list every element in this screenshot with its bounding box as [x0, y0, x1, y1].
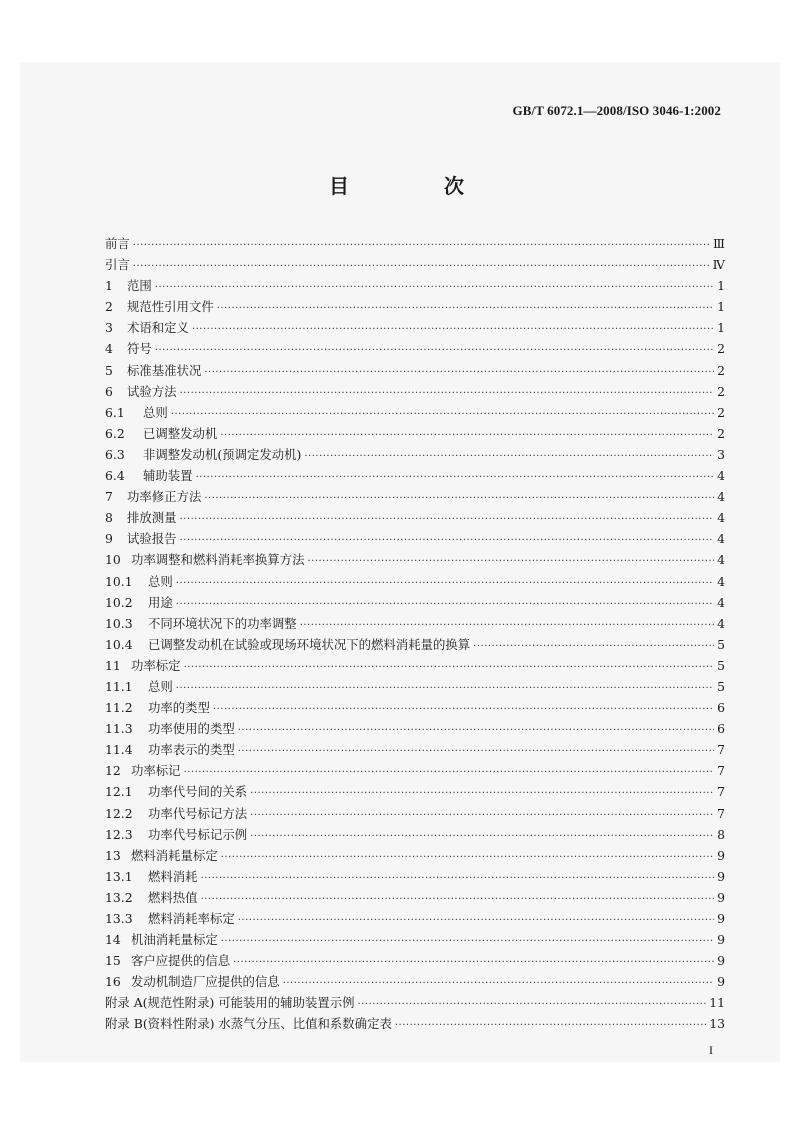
toc-entry[interactable]: [105, 275, 725, 296]
toc-entry-page: 4: [717, 531, 725, 547]
toc-entry-number: 10.1: [105, 573, 133, 589]
toc-entry-number: 11.2: [105, 700, 133, 716]
toc-entry[interactable]: [105, 613, 725, 634]
toc-entry-title: 功率使用的类型: [148, 721, 235, 737]
toc-dot-leader: [217, 298, 714, 319]
toc-entry-number: 7: [105, 489, 113, 505]
toc-entry-number: 9: [105, 531, 113, 547]
toc-entry[interactable]: [105, 908, 725, 929]
toc-entry[interactable]: [105, 402, 725, 423]
toc-entry[interactable]: [105, 423, 725, 444]
toc-entry-title: 功率标记: [131, 763, 181, 779]
toc-entry[interactable]: [105, 507, 725, 528]
toc-entry-title: 排放测量: [127, 510, 177, 526]
toc-entry-number: 4: [105, 341, 113, 357]
toc-entry-title: 试验方法: [127, 383, 177, 399]
toc-entry-title: 燃料消耗量标定: [131, 847, 218, 863]
toc-dot-leader: [192, 319, 714, 340]
toc-entry-number: 10.2: [105, 594, 133, 610]
toc-entry-page: 1: [717, 278, 725, 294]
toc-entry-title: 发动机制造厂应提供的信息: [131, 974, 280, 990]
toc-entry-page: 4: [717, 489, 725, 505]
toc-entry[interactable]: [105, 549, 725, 570]
toc-dot-leader: [220, 425, 714, 446]
toc-entry-page: Ⅳ: [712, 257, 725, 273]
toc-entry-page: 11: [709, 995, 725, 1011]
toc-entry-number: 12: [105, 763, 121, 779]
toc-entry-title: 总则: [148, 678, 173, 694]
toc-entry-page: 2: [717, 425, 725, 441]
toc-dot-leader: [196, 467, 714, 488]
toc-entry-number: 6.4: [105, 468, 125, 484]
toc-entry-title: 附录 B(资料性附录) 水蒸气分压、比值和系数确定表: [105, 1016, 392, 1032]
toc-dot-leader: [250, 826, 714, 847]
toc-entry[interactable]: [105, 317, 725, 338]
toc-dot-leader: [180, 530, 714, 551]
toc-dot-leader: [184, 657, 714, 678]
toc-entry-title: 已调整发动机在试验或现场环境状况下的燃料消耗量的换算: [148, 636, 471, 652]
toc-entry[interactable]: [105, 381, 725, 402]
toc-entry-title: 功率修正方法: [127, 489, 202, 505]
toc-entry-number: 13: [105, 847, 121, 863]
toc-entry[interactable]: [105, 655, 725, 676]
toc-entry[interactable]: [105, 950, 725, 971]
toc-entry-page: 9: [717, 847, 725, 863]
toc-entry-page: 3: [717, 446, 725, 462]
toc-entry-title: 符号: [127, 341, 152, 357]
toc-entry-title: 已调整发动机: [143, 425, 218, 441]
toc-entry-title: 引言: [105, 257, 130, 273]
toc-entry[interactable]: [105, 1013, 725, 1034]
toc-entry-title: 试验报告: [127, 531, 177, 547]
table-of-contents: [105, 233, 725, 1035]
toc-dot-leader: [250, 783, 714, 804]
toc-entry-page: 9: [717, 868, 725, 884]
toc-entry-page: 4: [717, 468, 725, 484]
toc-entry-title: 术语和定义: [127, 320, 189, 336]
toc-entry-number: 6: [105, 383, 113, 399]
toc-entry[interactable]: [105, 486, 725, 507]
toc-dot-leader: [304, 446, 714, 467]
toc-entry-title: 总则: [143, 404, 168, 420]
toc-entry-page: 8: [717, 826, 725, 842]
toc-dot-leader: [213, 699, 714, 720]
toc-entry-page: 1: [717, 320, 725, 336]
toc-entry-number: 12.1: [105, 784, 133, 800]
toc-entry-page: 4: [717, 594, 725, 610]
toc-entry-title: 总则: [148, 573, 173, 589]
toc-dot-leader: [473, 636, 714, 657]
toc-entry-title: 功率表示的类型: [148, 742, 235, 758]
toc-entry-title: 燃料热值: [148, 889, 198, 905]
toc-dot-leader: [221, 931, 714, 952]
toc-dot-leader: [238, 720, 714, 741]
toc-title: 目 次: [329, 174, 508, 198]
toc-entry[interactable]: [105, 739, 725, 760]
toc-entry[interactable]: [105, 444, 725, 465]
toc-dot-leader: [176, 573, 714, 594]
toc-entry[interactable]: [105, 845, 725, 866]
toc-entry[interactable]: [105, 528, 725, 549]
toc-entry-title: 燃料消耗率标定: [148, 911, 235, 926]
toc-entry-title: 功率的类型: [148, 700, 210, 716]
toc-entry-page: 1: [717, 299, 725, 315]
toc-entry-page: 9: [717, 932, 725, 948]
toc-dot-leader: [133, 235, 710, 256]
toc-entry[interactable]: [105, 634, 725, 655]
toc-entry-title: 范围: [127, 278, 152, 294]
toc-dot-leader: [307, 551, 714, 572]
toc-entry-title: 用途: [148, 594, 173, 610]
toc-entry-page: 4: [717, 552, 725, 568]
toc-entry-page: 7: [717, 742, 725, 758]
toc-dot-leader: [155, 277, 714, 298]
toc-entry[interactable]: [105, 971, 725, 992]
toc-entry[interactable]: [105, 676, 725, 697]
toc-entry-page: 9: [717, 974, 725, 990]
toc-entry-number: 13.3: [105, 911, 133, 926]
toc-entry-number: 10: [105, 552, 121, 568]
toc-entry[interactable]: [105, 571, 725, 592]
toc-entry[interactable]: [105, 338, 725, 359]
toc-entry-title: 非调整发动机(预调定发动机): [143, 446, 302, 462]
toc-entry-title: 前言: [105, 236, 130, 251]
toc-dot-leader: [238, 741, 714, 762]
toc-entry-title: 功率调整和燃料消耗率换算方法: [131, 552, 305, 568]
toc-entry-page: 5: [717, 657, 725, 673]
toc-entry-number: 12.2: [105, 805, 133, 821]
standard-code: GB/T 6072.1—2008/ISO 3046-1:2002: [512, 103, 721, 118]
toc-entry-page: 4: [717, 573, 725, 589]
toc-dot-leader: [184, 762, 714, 783]
toc-entry-number: 6.3: [105, 446, 125, 462]
toc-entry-number: 6.2: [105, 425, 125, 441]
toc-entry[interactable]: [105, 233, 725, 254]
toc-entry-page: 7: [717, 784, 725, 800]
toc-entry-number: 6.1: [105, 404, 125, 420]
toc-entry[interactable]: [105, 929, 725, 950]
toc-entry-page: 6: [717, 700, 725, 716]
toc-entry-title: 功率标定: [131, 657, 181, 673]
toc-entry-page: 2: [717, 383, 725, 399]
toc-entry-number: 8: [105, 510, 113, 526]
toc-entry[interactable]: [105, 296, 725, 317]
toc-entry-title: 功率代号标记示例: [148, 826, 248, 842]
toc-entry-number: 11: [105, 657, 121, 673]
toc-dot-leader: [176, 678, 714, 699]
toc-entry-title: 辅助装置: [143, 468, 193, 484]
toc-entry-number: 10.4: [105, 636, 133, 652]
toc-dot-leader: [238, 910, 714, 931]
toc-dot-leader: [250, 805, 714, 826]
toc-entry-number: 3: [105, 320, 113, 336]
toc-entry-title: 机油消耗量标定: [131, 932, 218, 948]
toc-entry-page: 5: [717, 636, 725, 652]
toc-dot-leader: [155, 340, 714, 361]
toc-entry-title: 附录 A(规范性附录) 可能装用的辅助装置示例: [105, 995, 355, 1011]
toc-entry[interactable]: [105, 992, 725, 1013]
toc-entry-number: 13.2: [105, 889, 133, 905]
toc-dot-leader: [204, 488, 714, 509]
toc-dot-leader: [300, 615, 714, 636]
toc-entry-number: 11.4: [105, 742, 133, 758]
toc-entry[interactable]: [105, 824, 725, 845]
toc-entry-page: 7: [717, 805, 725, 821]
toc-entry[interactable]: [105, 465, 725, 486]
toc-entry[interactable]: [105, 803, 725, 824]
toc-entry-number: 12.3: [105, 826, 133, 842]
toc-dot-leader: [358, 994, 707, 1015]
toc-entry-number: 2: [105, 299, 113, 315]
toc-entry-number: 13.1: [105, 868, 133, 884]
toc-entry-number: 11.1: [105, 678, 133, 694]
toc-entry-page: 13: [709, 1016, 725, 1032]
toc-entry-title: 不同环境状况下的功率调整: [148, 615, 297, 631]
toc-dot-leader: [176, 594, 714, 615]
toc-dot-leader: [201, 868, 714, 889]
toc-dot-leader: [283, 973, 714, 994]
toc-entry-page: Ⅲ: [713, 236, 725, 251]
toc-entry[interactable]: [105, 592, 725, 613]
toc-entry-page: 9: [717, 953, 725, 969]
toc-entry-title: 标准基准状况: [127, 362, 202, 378]
toc-entry-page: 4: [717, 615, 725, 631]
toc-entry-number: 1: [105, 278, 113, 294]
toc-dot-leader: [180, 383, 714, 404]
toc-entry-number: 14: [105, 932, 121, 948]
toc-entry-number: 5: [105, 362, 113, 378]
toc-dot-leader: [201, 889, 714, 910]
toc-entry-title: 功率代号标记方法: [148, 805, 248, 821]
toc-entry-number: 15: [105, 953, 121, 969]
toc-dot-leader: [133, 256, 710, 277]
toc-entry-page: 6: [717, 721, 725, 737]
toc-entry-page: 7: [717, 763, 725, 779]
toc-entry[interactable]: [105, 718, 725, 739]
toc-entry-page: 9: [717, 911, 725, 926]
toc-entry[interactable]: [105, 781, 725, 802]
toc-entry-page: 2: [717, 362, 725, 378]
toc-entry-number: 11.3: [105, 721, 133, 737]
page-number: I: [709, 1043, 713, 1057]
toc-entry-page: 4: [717, 510, 725, 526]
toc-dot-leader: [395, 1015, 706, 1036]
toc-entry-number: 16: [105, 974, 121, 990]
toc-entry-page: 2: [717, 341, 725, 357]
toc-dot-leader: [204, 362, 714, 383]
toc-dot-leader: [221, 847, 714, 868]
toc-dot-leader: [180, 509, 714, 530]
toc-entry[interactable]: [105, 360, 725, 381]
toc-entry[interactable]: [105, 697, 725, 718]
toc-entry-number: 10.3: [105, 615, 133, 631]
toc-entry[interactable]: [105, 866, 725, 887]
toc-entry-title: 功率代号间的关系: [148, 784, 248, 800]
toc-dot-leader: [171, 404, 714, 425]
toc-entry-title: 燃料消耗: [148, 868, 198, 884]
toc-entry[interactable]: [105, 254, 725, 275]
toc-entry-page: 2: [717, 404, 725, 420]
toc-entry-title: 客户应提供的信息: [131, 953, 231, 969]
toc-entry-page: 5: [717, 678, 725, 694]
toc-dot-leader: [233, 952, 714, 973]
toc-entry[interactable]: [105, 887, 725, 908]
toc-entry-page: 9: [717, 889, 725, 905]
toc-entry-title: 规范性引用文件: [127, 299, 214, 315]
toc-entry[interactable]: [105, 760, 725, 781]
